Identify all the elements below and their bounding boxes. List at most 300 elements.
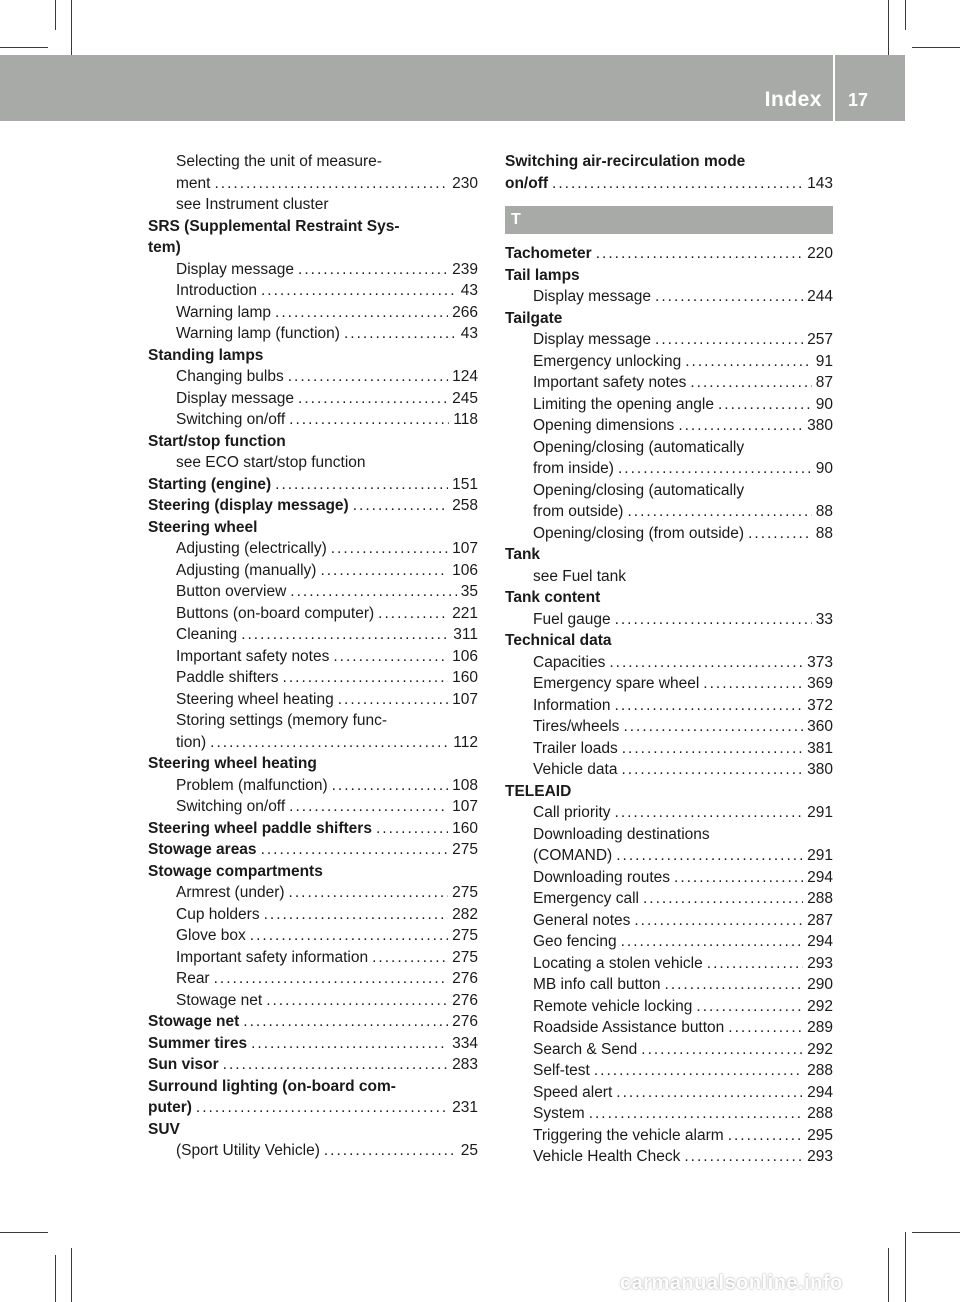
dot-leader	[623, 716, 803, 738]
entry-label: Fuel gauge	[533, 610, 611, 628]
dot-leader	[289, 796, 448, 818]
dot-leader	[353, 495, 448, 517]
index-subentry	[148, 775, 478, 797]
dot-leader	[214, 968, 449, 990]
index-subentry	[505, 888, 833, 910]
page-reference: 283	[452, 1056, 478, 1073]
entry-label: Locating a stolen vehicle	[533, 954, 703, 972]
page-reference: 143	[807, 174, 833, 192]
index-subentry	[148, 302, 478, 324]
entry-label: Downloading routes	[533, 868, 671, 886]
index-subentry	[505, 953, 833, 975]
entry-label: Important safety notes	[533, 374, 687, 391]
page-reference: 294	[807, 933, 833, 950]
index-entry: Tailgate	[505, 309, 563, 327]
index-entry: Tail lamps	[505, 266, 580, 284]
entry-label: Rear	[176, 970, 210, 987]
crop-mark	[0, 47, 48, 48]
entry-label: Roadside Assistance button	[533, 1019, 725, 1036]
index-subentry: see Fuel tank	[533, 567, 627, 585]
index-entry	[148, 818, 478, 840]
page-reference: 107	[452, 540, 478, 557]
index-subentry	[505, 695, 833, 717]
index-entry: SRS (Supplemental Restraint Sys-	[148, 217, 400, 235]
index-subentry	[148, 366, 478, 388]
dot-leader	[344, 323, 457, 345]
entry-label: Display message	[533, 288, 652, 305]
index-subentry	[148, 259, 478, 281]
page-reference: 311	[453, 626, 478, 643]
entry-label: Armrest (under)	[176, 884, 285, 901]
index-entry: Standing lamps	[148, 346, 264, 364]
index-entry	[148, 1097, 478, 1119]
page-reference: 91	[815, 352, 833, 370]
dot-leader	[261, 280, 457, 302]
dot-leader	[703, 673, 803, 695]
dot-leader	[264, 904, 449, 926]
index-entry	[505, 173, 833, 195]
entry-label: Speed alert	[533, 1083, 613, 1101]
page-reference: 43	[460, 325, 478, 342]
dot-leader	[622, 738, 803, 760]
dot-leader	[615, 695, 804, 717]
entry-label: Important safety information	[176, 948, 369, 966]
section-letter-header: T	[505, 206, 833, 234]
index-subentry	[148, 538, 478, 560]
dot-leader	[609, 652, 803, 674]
page-reference: 275	[452, 841, 478, 858]
index-entry: Tank content	[505, 589, 601, 606]
index-entry: tem)	[148, 239, 181, 256]
page-reference: 380	[807, 417, 833, 434]
index-entry: Steering wheel heating	[148, 755, 317, 772]
dot-leader	[684, 1146, 803, 1168]
page-reference: 291	[807, 847, 833, 864]
index-subentry	[148, 646, 478, 668]
dot-leader	[596, 243, 803, 265]
page-reference: 266	[452, 303, 478, 321]
entry-label: Buttons (on-board computer)	[176, 604, 375, 622]
page-reference: 107	[452, 798, 478, 815]
index-subentry	[505, 1060, 833, 1082]
index-subentry	[505, 609, 833, 631]
index-subentry: see ECO start/stop function	[176, 454, 366, 471]
index-subentry	[148, 947, 478, 969]
dot-leader	[627, 501, 811, 523]
page-reference: 160	[452, 819, 478, 837]
entry-label: Triggering the vehicle alarm	[533, 1126, 724, 1144]
page-reference: 372	[807, 696, 833, 714]
index-entry: Technical data	[505, 632, 612, 649]
dot-leader	[324, 1140, 457, 1162]
entry-label: Tires/wheels	[533, 718, 620, 735]
entry-label: Cup holders	[176, 905, 260, 923]
index-subentry	[505, 673, 833, 695]
dot-leader	[223, 1054, 448, 1076]
page-reference: 124	[452, 368, 478, 385]
page-reference: 231	[452, 1099, 478, 1116]
crop-mark	[888, 1248, 889, 1302]
index-subentry: Opening/closing (automatically	[533, 481, 745, 499]
index-subentry	[148, 1140, 478, 1162]
page-reference: 160	[452, 669, 478, 686]
index-subentry	[505, 1125, 833, 1147]
dot-leader	[621, 759, 803, 781]
index-subentry	[505, 523, 833, 545]
entry-label: Introduction	[176, 282, 257, 299]
entry-label: Stowage areas	[148, 841, 257, 858]
index-subentry	[148, 796, 478, 818]
dot-leader	[728, 1017, 803, 1039]
entry-label: Trailer loads	[533, 739, 618, 757]
entry-label: Stowage net	[176, 991, 263, 1009]
page-reference: 292	[807, 997, 833, 1015]
entry-label: Display message	[176, 260, 295, 278]
index-subentry	[148, 409, 478, 431]
index-entry	[148, 474, 478, 496]
page-reference: 90	[815, 460, 833, 477]
index-subentry	[505, 351, 833, 373]
dot-leader	[275, 474, 448, 496]
entry-label: Steering wheel heating	[176, 690, 334, 708]
dot-leader	[678, 415, 803, 437]
entry-label: Search & Send	[533, 1040, 638, 1058]
entry-label: tion)	[176, 733, 207, 751]
page-reference: 275	[452, 948, 478, 966]
entry-label: Emergency spare wheel	[533, 675, 700, 692]
entry-label: Self-test	[533, 1062, 590, 1079]
index-entry: Tank	[505, 546, 541, 563]
page-reference: 230	[452, 174, 478, 192]
entry-label: Tachometer	[505, 245, 592, 262]
index-subentry	[505, 652, 833, 674]
entry-label: Steering (display message)	[148, 497, 349, 514]
watermark: carmanualsonline.info	[620, 1272, 843, 1294]
dot-leader	[621, 931, 804, 953]
page-reference: 334	[452, 1034, 478, 1052]
page-reference: 151	[452, 475, 478, 493]
entry-label: Steering wheel paddle shifters	[148, 819, 372, 837]
index-entry	[148, 495, 478, 517]
entry-label: Stowage net	[148, 1013, 240, 1030]
crop-mark	[71, 0, 72, 55]
dot-leader	[320, 560, 448, 582]
crop-mark	[905, 1232, 906, 1302]
index-subentry	[148, 560, 478, 582]
crop-mark	[912, 47, 960, 48]
index-subentry	[148, 667, 478, 689]
entry-label: (Sport Utility Vehicle)	[176, 1142, 320, 1159]
index-subentry	[505, 845, 833, 867]
entry-label: Emergency unlocking	[533, 352, 682, 370]
page-reference: 292	[807, 1040, 833, 1058]
crop-mark	[55, 1255, 56, 1302]
entry-label: Problem (malfunction)	[176, 776, 328, 794]
dot-leader	[685, 351, 812, 373]
page-reference: 244	[807, 288, 833, 305]
dot-leader	[288, 366, 448, 388]
dot-leader	[333, 646, 448, 668]
entry-label: Adjusting (electrically)	[176, 540, 327, 557]
page-reference: 288	[807, 1062, 833, 1079]
page-reference: 106	[452, 561, 478, 579]
index-subentry	[148, 173, 478, 195]
dot-leader	[690, 372, 811, 394]
page-reference: 290	[807, 976, 833, 993]
index-subentry	[505, 415, 833, 437]
entry-label: Opening/closing (from outside)	[533, 524, 745, 542]
dot-leader	[243, 1011, 448, 1033]
dot-leader	[331, 538, 448, 560]
entry-label: Vehicle Health Check	[533, 1148, 681, 1165]
index-subentry	[505, 867, 833, 889]
entry-label: on/off	[505, 174, 549, 192]
entry-label: Opening dimensions	[533, 417, 675, 434]
index-subentry	[505, 910, 833, 932]
page-reference: 291	[807, 804, 833, 821]
page-reference: 287	[807, 911, 833, 929]
page-reference: 276	[452, 970, 478, 987]
index-subentry	[148, 732, 478, 754]
index-subentry: Storing settings (memory func-	[176, 712, 388, 729]
index-subentry	[505, 1103, 833, 1125]
page-reference: 220	[807, 245, 833, 262]
crop-mark	[912, 1232, 960, 1233]
entry-label: Important safety notes	[176, 647, 330, 665]
index-entry: Switching air-recirculation mode	[505, 153, 746, 170]
index-subentry	[505, 738, 833, 760]
index-subentry	[148, 624, 478, 646]
entry-label: Glove box	[176, 927, 246, 944]
header-divider	[833, 55, 835, 121]
dot-leader	[376, 818, 448, 840]
entry-label: puter)	[148, 1099, 192, 1116]
index-subentry	[505, 329, 833, 351]
page-reference: 87	[815, 374, 833, 391]
page-reference: 239	[452, 260, 478, 278]
crop-mark	[0, 1232, 48, 1233]
page-reference: 43	[460, 282, 478, 299]
index-subentry: Downloading destinations	[533, 825, 710, 843]
dot-leader	[615, 802, 804, 824]
page-reference: 107	[452, 690, 478, 708]
index-subentry	[148, 990, 478, 1012]
entry-label: Information	[533, 696, 611, 714]
entry-label: Adjusting (manually)	[176, 561, 317, 579]
index-entry: TELEAID	[505, 782, 572, 800]
dot-leader	[266, 990, 448, 1012]
index-column-right	[505, 151, 833, 1168]
index-subentry: Opening/closing (automatically	[533, 438, 745, 456]
entry-label: Starting (engine)	[148, 475, 272, 493]
dot-leader	[643, 888, 803, 910]
page-title: Index	[764, 88, 822, 111]
index-subentry	[505, 1017, 833, 1039]
crop-mark	[71, 1248, 72, 1302]
dot-leader	[655, 329, 803, 351]
index-subentry	[148, 968, 478, 990]
dot-leader	[616, 845, 803, 867]
entry-label: Warning lamp (function)	[176, 325, 340, 342]
entry-label: Paddle shifters	[176, 669, 279, 686]
page-reference: 35	[460, 583, 478, 600]
dot-leader	[655, 286, 803, 308]
entry-label: Cleaning	[176, 626, 238, 643]
index-subentry	[505, 1039, 833, 1061]
index-subentry	[505, 931, 833, 953]
index-entry	[148, 1054, 478, 1076]
page-reference: 258	[452, 497, 478, 514]
page-reference: 112	[453, 733, 478, 751]
entry-label: from inside)	[533, 460, 614, 477]
page-reference: 118	[453, 411, 478, 428]
index-subentry	[505, 286, 833, 308]
page-reference: 294	[807, 868, 833, 886]
index-entry	[148, 1011, 478, 1033]
page-reference: 276	[452, 1013, 478, 1030]
entry-label: Limiting the opening angle	[533, 395, 714, 413]
page-reference: 106	[452, 647, 478, 665]
page-reference: 275	[452, 884, 478, 901]
page-reference: 275	[452, 927, 478, 944]
entry-label: Switching on/off	[176, 411, 286, 428]
index-subentry	[505, 1082, 833, 1104]
page-reference: 282	[452, 905, 478, 923]
page-reference: 88	[815, 503, 833, 520]
index-subentry	[505, 458, 833, 480]
dot-leader	[674, 867, 803, 889]
index-subentry	[505, 996, 833, 1018]
dot-leader	[634, 910, 803, 932]
dot-leader	[261, 839, 449, 861]
index-subentry	[148, 323, 478, 345]
index-subentry	[505, 802, 833, 824]
page-reference: 380	[807, 761, 833, 778]
index-entry: Start/stop function	[148, 432, 286, 450]
index-subentry	[505, 394, 833, 416]
entry-label: Summer tires	[148, 1034, 248, 1052]
dot-leader	[616, 1082, 803, 1104]
dot-leader	[696, 996, 803, 1018]
crop-mark	[905, 0, 906, 30]
page-reference: 369	[807, 675, 833, 692]
dot-leader	[214, 173, 448, 195]
dot-leader	[618, 458, 812, 480]
index-entry	[505, 243, 833, 265]
dot-leader	[289, 409, 449, 431]
index-subentry	[148, 882, 478, 904]
index-subentry	[505, 759, 833, 781]
page-reference: 288	[807, 1105, 833, 1122]
page-reference: 289	[807, 1019, 833, 1036]
entry-label: Switching on/off	[176, 798, 286, 815]
index-entry	[148, 1033, 478, 1055]
index-column-left	[148, 151, 478, 1162]
dot-leader	[615, 609, 812, 631]
dot-leader	[665, 974, 804, 996]
page-reference: 25	[460, 1142, 478, 1159]
page-reference: 90	[815, 395, 833, 413]
entry-label: Warning lamp	[176, 303, 272, 321]
page-reference: 245	[452, 389, 478, 407]
page-reference: 108	[452, 776, 478, 794]
dot-leader	[728, 1125, 803, 1147]
crop-mark	[55, 0, 56, 30]
entry-label: from outside)	[533, 503, 624, 520]
dot-leader	[372, 947, 448, 969]
entry-label: Button overview	[176, 583, 287, 600]
dot-leader	[210, 732, 449, 754]
index-subentry	[148, 603, 478, 625]
dot-leader	[748, 523, 812, 545]
page-reference: 276	[452, 991, 478, 1009]
dot-leader	[298, 388, 448, 410]
index-subentry	[148, 689, 478, 711]
page-reference: 295	[807, 1126, 833, 1144]
page-reference: 33	[815, 610, 833, 628]
dot-leader	[707, 953, 803, 975]
page-reference: 294	[807, 1083, 833, 1101]
dot-leader	[250, 925, 448, 947]
dot-leader	[594, 1060, 803, 1082]
dot-leader	[378, 603, 448, 625]
index-subentry	[148, 581, 478, 603]
index-subentry	[505, 974, 833, 996]
page-number: 17	[848, 90, 869, 110]
page-reference: 257	[807, 331, 833, 348]
dot-leader	[289, 882, 449, 904]
dot-leader	[283, 667, 449, 689]
entry-label: Display message	[533, 331, 652, 348]
page-reference: 293	[807, 954, 833, 972]
entry-label: General notes	[533, 911, 631, 929]
dot-leader	[251, 1033, 448, 1055]
entry-label: ment	[176, 174, 211, 192]
index-entry	[148, 839, 478, 861]
index-subentry	[148, 280, 478, 302]
entry-label: Capacities	[533, 653, 606, 671]
page-reference: 88	[815, 524, 833, 542]
dot-leader	[241, 624, 449, 646]
dot-leader	[589, 1103, 803, 1125]
entry-label: (COMAND)	[533, 847, 613, 864]
entry-label: MB info call button	[533, 976, 661, 993]
index-subentry: Selecting the unit of measure-	[176, 153, 382, 170]
crop-mark	[888, 0, 889, 55]
dot-leader	[332, 775, 449, 797]
page-reference: 373	[807, 653, 833, 671]
entry-label: System	[533, 1105, 585, 1122]
dot-leader	[641, 1039, 803, 1061]
entry-label: Call priority	[533, 804, 611, 821]
index-entry: Stowage compartments	[148, 862, 323, 880]
dot-leader	[275, 302, 448, 324]
page-reference: 293	[807, 1148, 833, 1165]
dot-leader	[290, 581, 456, 603]
page-reference: 381	[807, 739, 833, 757]
index-subentry	[148, 904, 478, 926]
index-subentry	[505, 716, 833, 738]
entry-label: Geo fencing	[533, 933, 617, 950]
entry-label: Emergency call	[533, 890, 639, 907]
dot-leader	[338, 689, 448, 711]
index-subentry	[505, 1146, 833, 1168]
dot-leader	[298, 259, 448, 281]
entry-label: Vehicle data	[533, 761, 618, 778]
entry-label: Display message	[176, 389, 295, 407]
index-subentry	[148, 925, 478, 947]
entry-label: Changing bulbs	[176, 368, 284, 385]
